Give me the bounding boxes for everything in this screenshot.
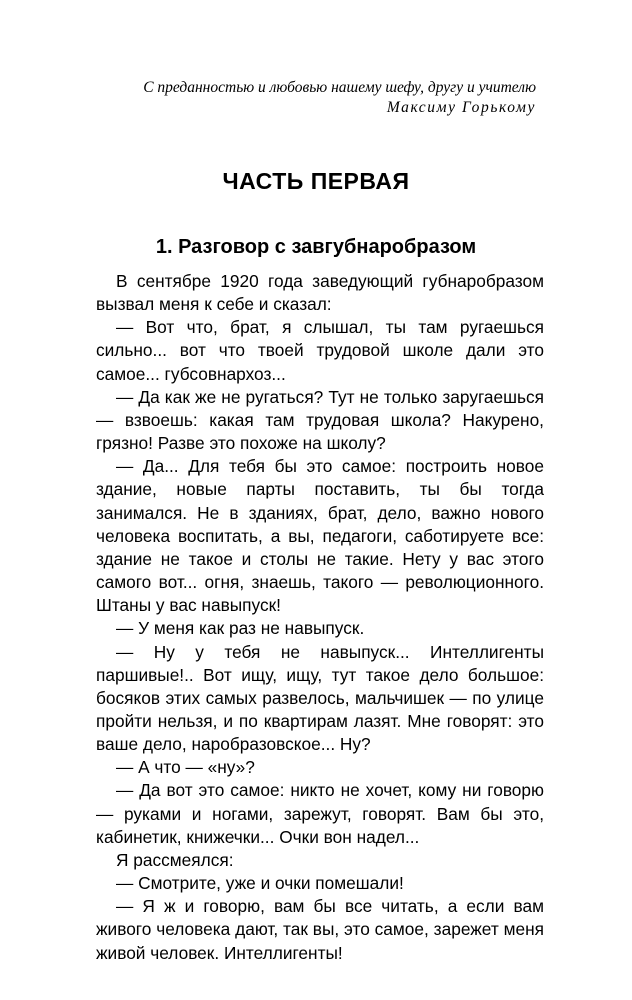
paragraph: — Да вот это самое: никто не хочет, кому ни говорю — руками и ногами, зарежут, говорят. Вам бы это, кабинетик, книжечки... Очки вон надел...	[96, 780, 544, 847]
paragraph: — Вот что, брат, я слышал, ты там ругаешься сильно... вот что твоей трудовой школе дали это самое... губсовнархоз...	[96, 317, 544, 384]
paragraph: — Да как же не ругаться? Тут не только заругаешься — взвоешь: какая там трудовая школа? Накурено, грязно! Разве это похоже на школу?	[96, 386, 544, 454]
paragraph: В сентябре 1920 года заведующий губнаробразом вызвал меня к себе и сказал:	[96, 271, 544, 315]
dedication-name: Максиму Горькому	[386, 99, 536, 116]
body-text	[96, 270, 544, 965]
paragraph: — Ну у тебя не навыпуск... Интеллигенты паршивые!.. Вот ищу, ищу, тут такое дело большое: босяков этих самых развелось, мальчишек — по улице пройти нельзя, и по квартирам лазят. Мне говорят: это ваше дело, наробразовское... Ну?	[96, 641, 544, 755]
dedication	[76, 78, 536, 118]
paragraph: — Да... Для тебя бы это самое: построить новое здание, новые парты поставить, ты бы тогда занимался. Не в зданиях, брат, дело, важно нового человека воспитать, а вы, педагоги, саботируете все: здание не такое и столы не такие. Нету у вас этого самого вот... огня, знаешь, такого — революционного. Штаны у вас навыпуск!	[96, 456, 544, 616]
chapter-title: 1. Разговор с завгубнаробразом	[155, 236, 477, 258]
paragraph: — Я ж и говорю, вам бы все читать, а если вам живого человека дают, так вы, это самое, зарежет меня живой человек. Интеллигенты!	[96, 896, 544, 963]
part-title: ЧАСТЬ ПЕРВАЯ	[222, 168, 410, 194]
paragraph: — Смотрите, уже и очки помешали!	[116, 873, 404, 894]
paragraph: Я рассмеялся:	[116, 849, 234, 870]
paragraph: — У меня как раз не навыпуск.	[116, 618, 365, 639]
paragraph: — А что — «ну»?	[116, 757, 255, 778]
dedication-line: С преданностью и любовью нашему шефу, другу и учителю	[143, 79, 536, 96]
